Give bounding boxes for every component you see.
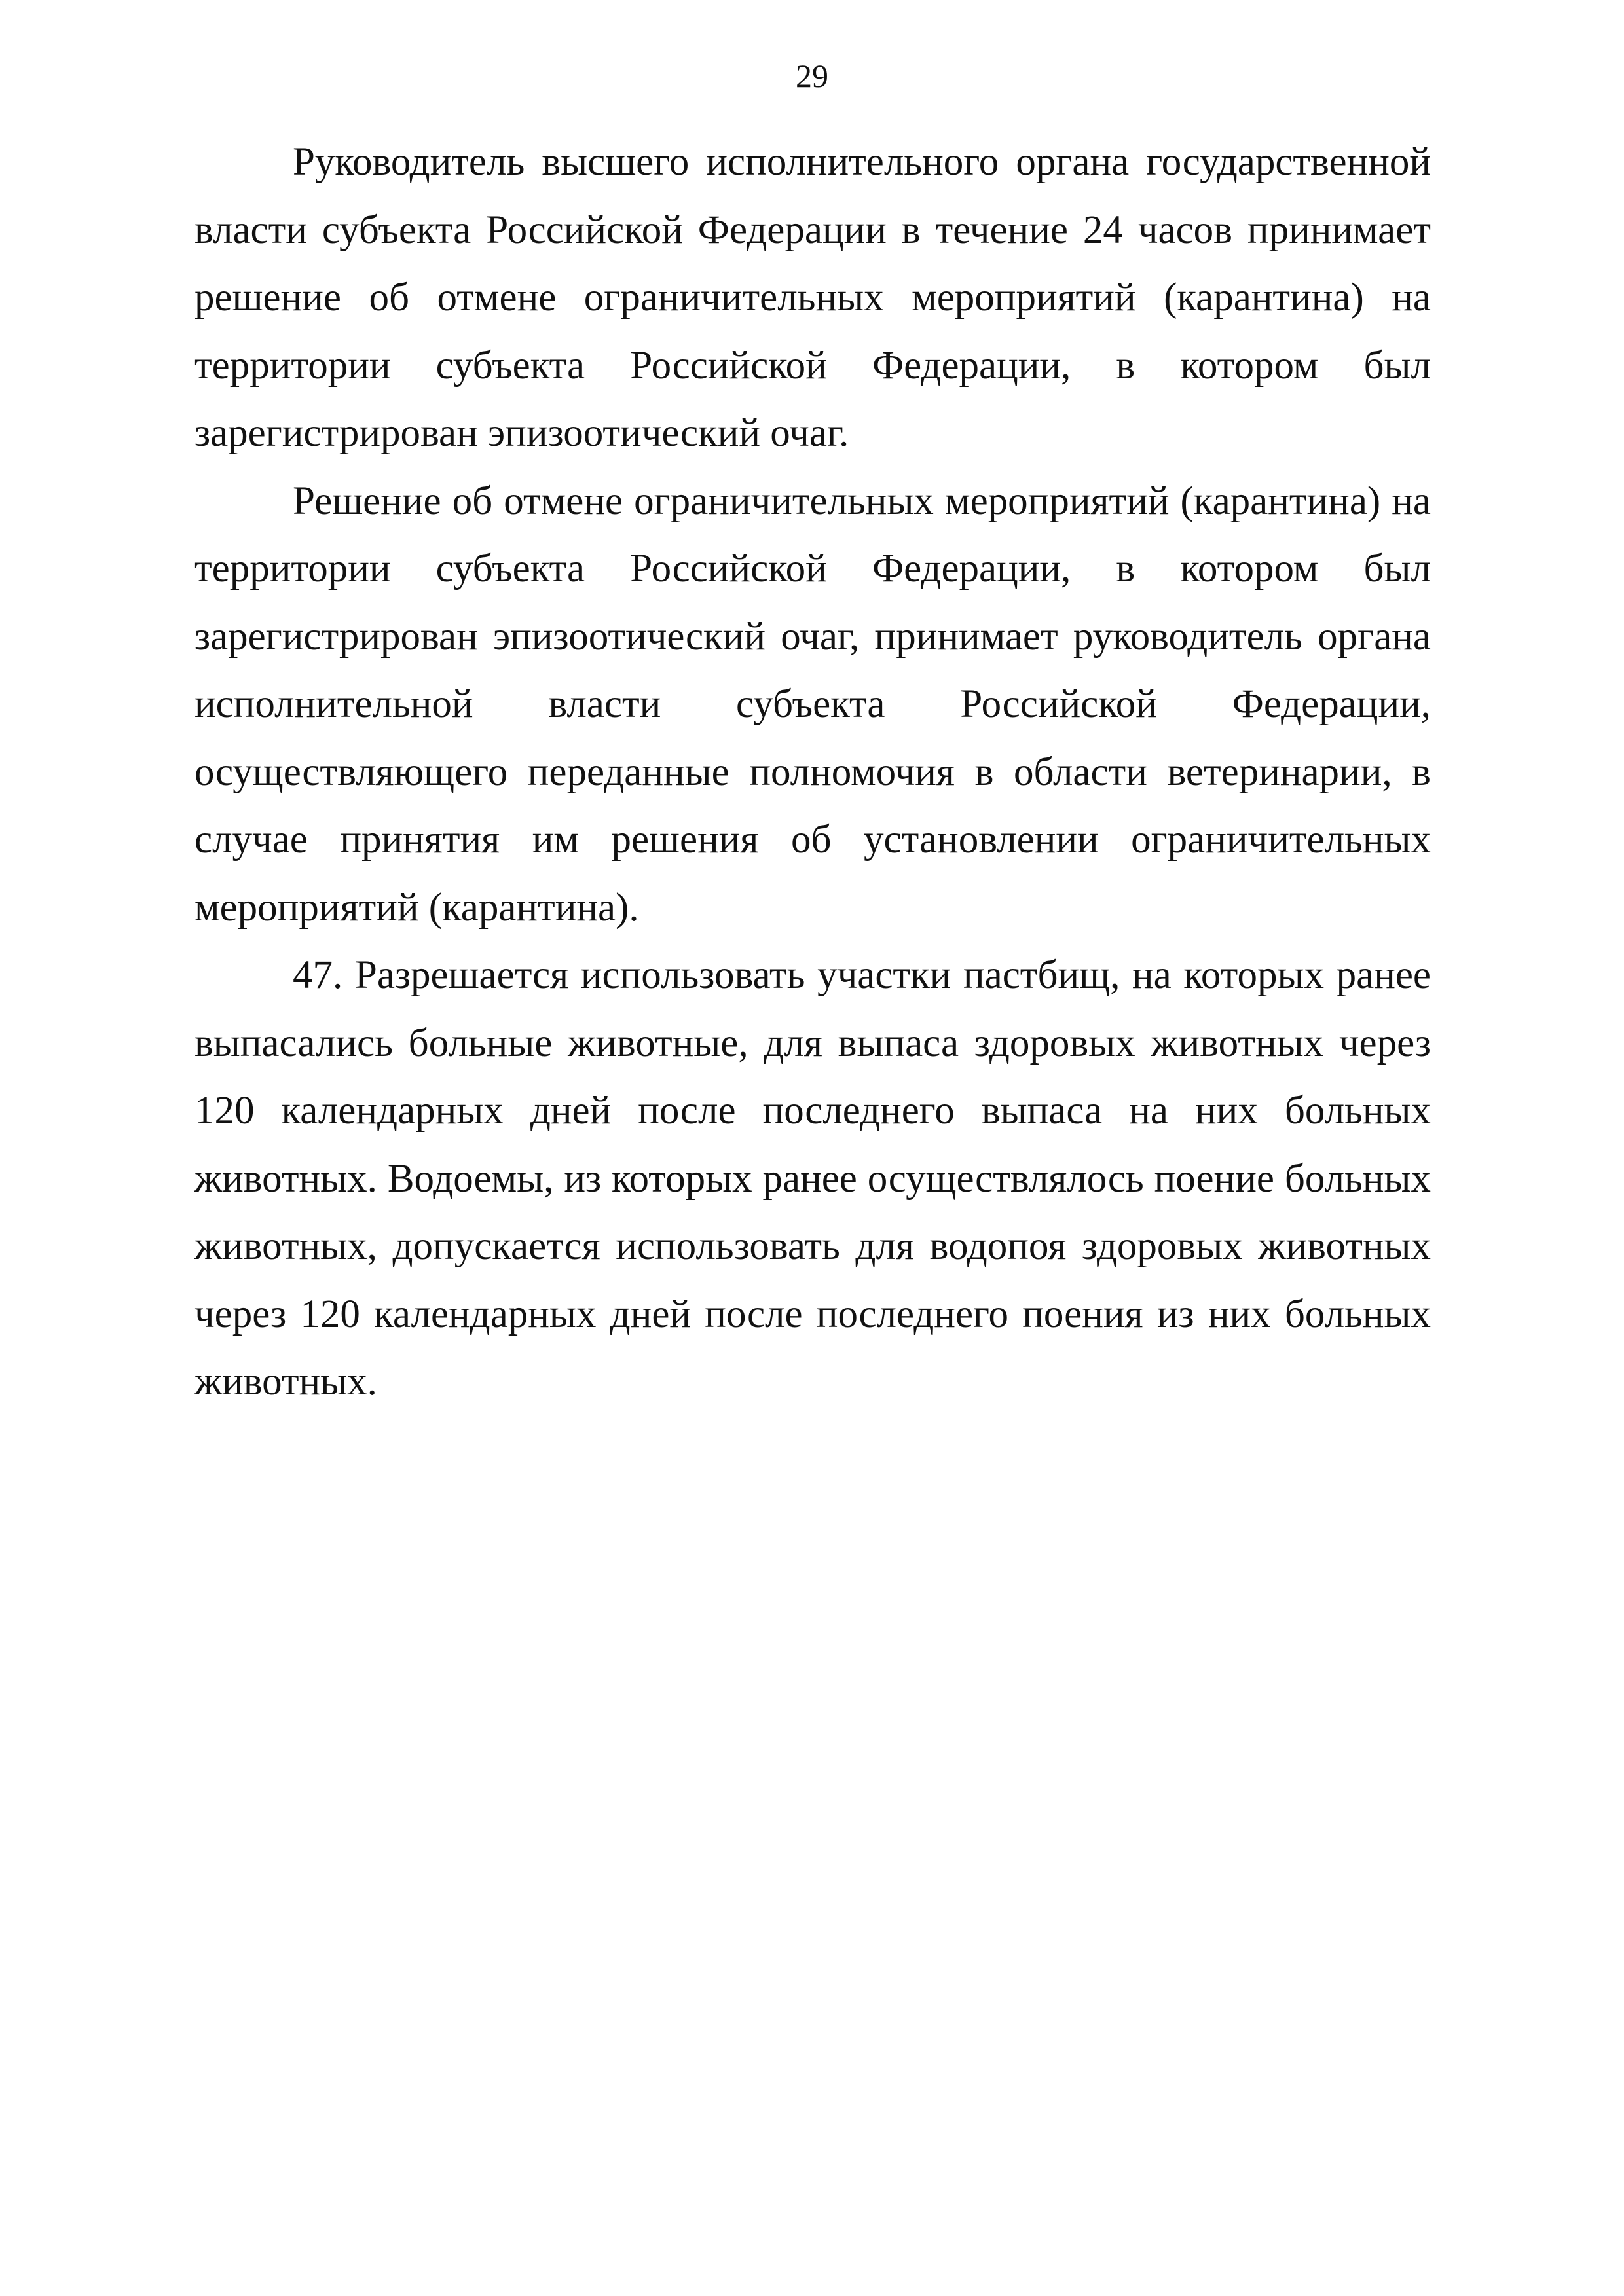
- paragraph-item-47-pastures-water: 47. Разрешается использовать участки пастбищ, на которых ранее выпасались больные животные, для выпаса здоровых животных через 120 календарных дней после последнего выпаса на них больных животных. Водоемы, из которых ранее осуществлялось поение больных животных, допускается использовать для водопоя здоровых животных через 120 календарных дней после последнего поения из них больных животных.: [194, 953, 1431, 1404]
- page-number: 29: [796, 58, 828, 94]
- document-body: [194, 128, 1431, 1416]
- paragraph-quarantine-lifting-authority: Решение об отмене ограничительных мероприятий (карантина) на территории субъекта Российской Федерации, в котором был зарегистрирован эпизоотический очаг, принимает руководитель органа исполнительной власти субъекта Российской Федерации, осуществляющего переданные полномочия в области ветеринарии, в случае принятия им решения об установлении ограничительных мероприятий (карантина).: [194, 479, 1431, 930]
- paragraph-quarantine-lifting-head: Руководитель высшего исполнительного органа государственной власти субъекта Российской Федерации в течение 24 часов принимает решение об отмене ограничительных мероприятий (карантина) на территории субъекта Российской Федерации, в котором был зарегистрирован эпизоотический очаг.: [194, 140, 1431, 455]
